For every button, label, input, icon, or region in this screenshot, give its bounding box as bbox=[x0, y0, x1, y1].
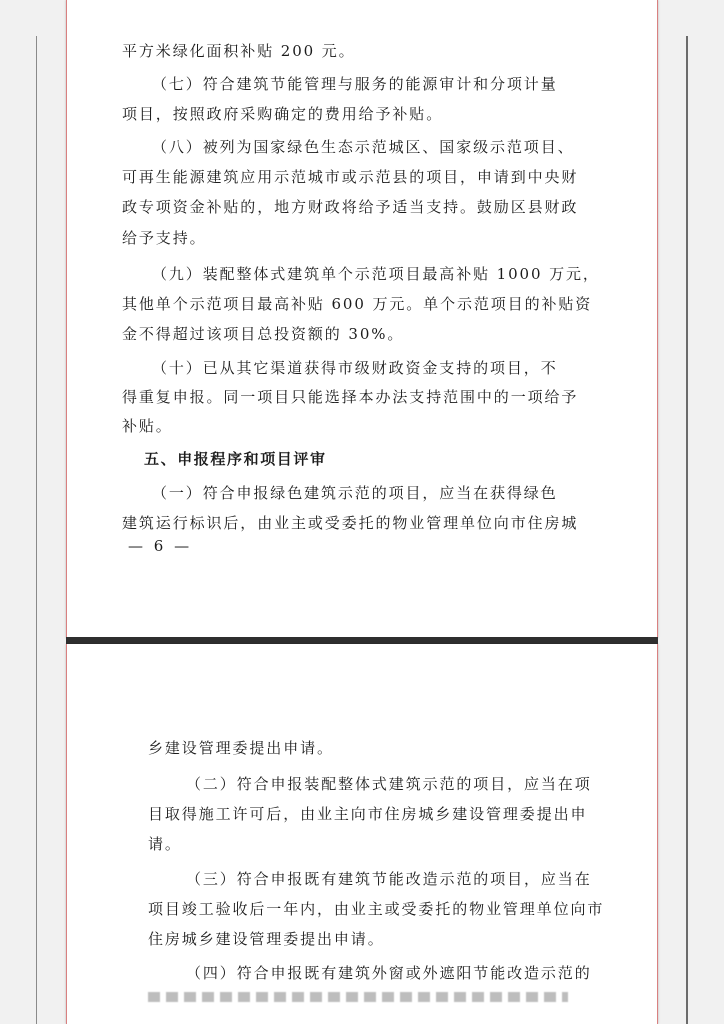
page-number: — 6 — bbox=[128, 537, 193, 555]
text-line: 住房城乡建设管理委提出申请。 bbox=[148, 930, 385, 948]
text-line: 目取得施工许可后，由业主向市住房城乡建设管理委提出申 bbox=[148, 805, 588, 823]
page-border-left bbox=[66, 0, 67, 638]
text-line: 得重复申报。同一项目只能选择本办法支持范围中的一项给予 bbox=[122, 388, 579, 406]
text-line: （四）符合申报既有建筑外窗或外遮阳节能改造示范的 bbox=[186, 964, 592, 982]
text-line: 建筑运行标识后，由业主或受委托的物业管理单位向市住房城 bbox=[122, 514, 579, 532]
text-line: （二）符合申报装配整体式建筑示范的项目，应当在项 bbox=[186, 775, 592, 793]
text-line: （九）装配整体式建筑单个示范项目最高补贴 1000 万元， bbox=[152, 265, 600, 283]
document-page-7 bbox=[66, 644, 658, 1024]
text-line: 给予支持。 bbox=[122, 229, 207, 247]
page-border-right bbox=[657, 644, 658, 1024]
text-line: 平方米绿化面积补贴 200 元。 bbox=[122, 42, 356, 60]
section-heading: 五、申报程序和项目评审 bbox=[144, 450, 327, 468]
text-line: （十）已从其它渠道获得市级财政资金支持的项目，不 bbox=[152, 359, 558, 377]
text-line: 其他单个示范项目最高补贴 600 万元。单个示范项目的补贴资 bbox=[122, 295, 593, 313]
text-line: 项目，按照政府采购确定的费用给予补贴。 bbox=[122, 105, 444, 123]
text-line: 可再生能源建筑应用示范城市或示范县的项目，申请到中央财 bbox=[122, 168, 579, 186]
text-line: 乡建设管理委提出申请。 bbox=[148, 739, 334, 757]
page-border-right bbox=[657, 0, 658, 638]
text-line: 金不得超过该项目总投资额的 30%。 bbox=[122, 325, 405, 343]
document-page-6 bbox=[66, 0, 658, 638]
text-line: 政专项资金补贴的，地方财政将给予适当支持。鼓励区县财政 bbox=[122, 198, 579, 216]
text-line: （三）符合申报既有建筑节能改造示范的项目，应当在 bbox=[186, 870, 592, 888]
text-line: （一）符合申报绿色建筑示范的项目，应当在获得绿色 bbox=[152, 484, 558, 502]
viewer-left-rule bbox=[36, 36, 37, 1024]
text-line: （八）被列为国家绿色生态示范城区、国家级示范项目、 bbox=[152, 138, 575, 156]
page-border-left bbox=[66, 644, 67, 1024]
text-line: 请。 bbox=[148, 835, 182, 853]
cut-off-text-line bbox=[148, 992, 568, 1002]
text-line: 补贴。 bbox=[122, 417, 173, 435]
text-line: 项目竣工验收后一年内，由业主或受委托的物业管理单位向市 bbox=[148, 900, 605, 918]
scrollbar[interactable] bbox=[686, 36, 688, 1024]
text-line: （七）符合建筑节能管理与服务的能源审计和分项计量 bbox=[152, 75, 558, 93]
